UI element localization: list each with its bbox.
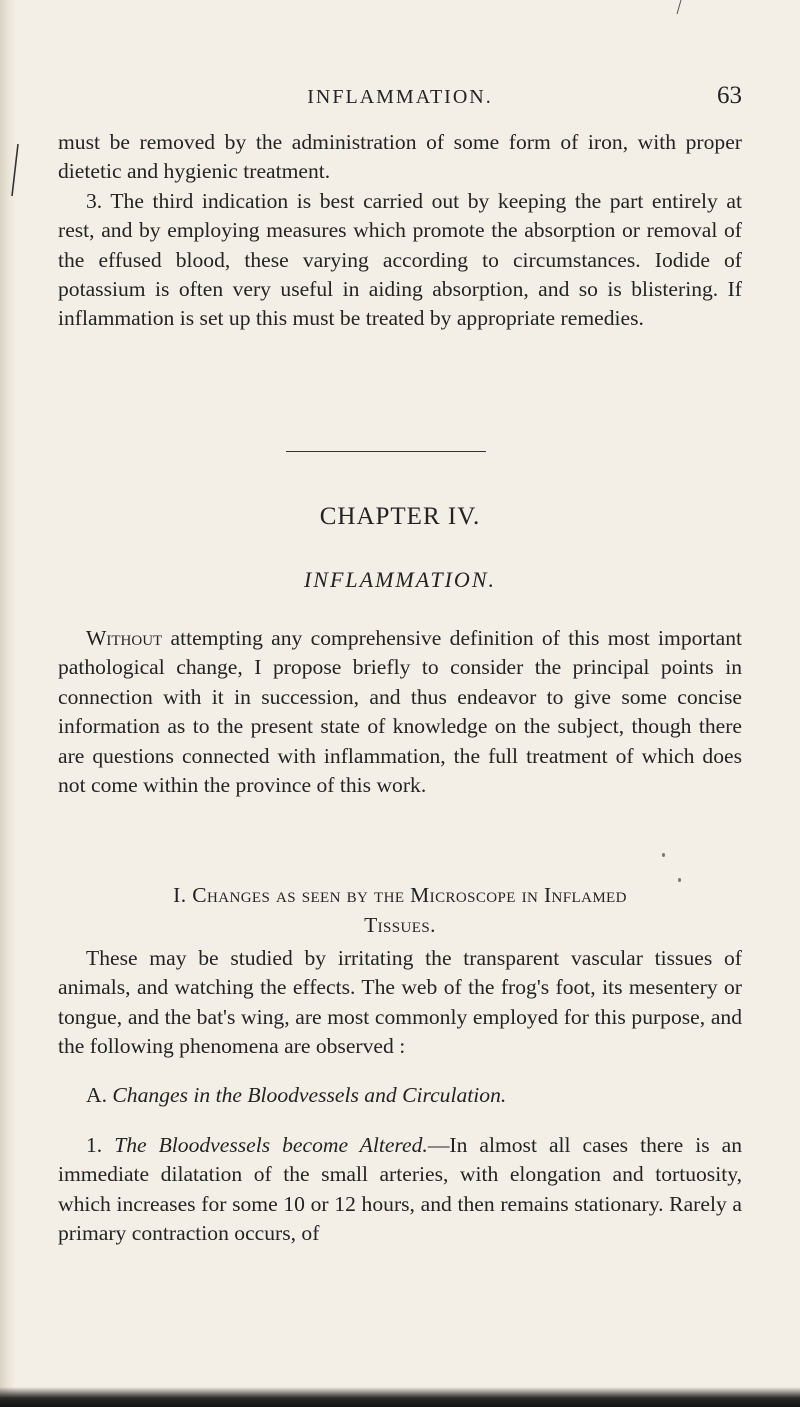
paragraph-intro: [58, 624, 742, 800]
page-binding-edge: [0, 0, 16, 1407]
running-head: [58, 82, 742, 116]
paragraph-third-indication: 3. The third indication is best carried out by keeping the part entirely at rest, and by employing measures which promote the absorption or removal of the effused blood, these varying according to circumstances. Iodide of potassium is often very useful in aiding absorption, and so is blistering. If inflammation is set up this must be treated by appropriate remedies.: [58, 188, 742, 331]
section-heading-line-1: I. Changes as seen by the Microscope in Inflamed: [173, 883, 627, 907]
item-text: —In almost all cases there is an immediate dilatation of the small arteries, with elongation and tortuosity, which increases for some 10 or 12 hours, and then remains stationary. Rarely a primary contraction occurs, of: [58, 1133, 742, 1246]
paragraph-continued: must be removed by the administration of some form of iron, with proper dietetic and hygienic treatment.: [58, 130, 742, 184]
pencil-mark-margin: [4, 140, 24, 200]
intro-lead-word: Without: [86, 626, 163, 650]
paragraph-item-1: [58, 1131, 742, 1249]
item-body: [58, 1131, 742, 1249]
running-title: INFLAMMATION.: [307, 86, 493, 108]
intro-text: attempting any comprehensive definition of this most important pathological change, I propose briefly to consider the principal points in connection with it in succession, and thus endeavor to give some concise information as to the present state of knowledge on the subject, though there are questions connected with inflammation, the full treatment of which does not come within the province of this work.: [58, 626, 742, 798]
item-title: The Bloodvessels become Altered.: [114, 1133, 428, 1157]
paper-speck: [662, 853, 665, 857]
section-heading: [58, 880, 742, 940]
item-number: 1.: [86, 1133, 103, 1157]
paragraph-section-1: These may be studied by irritating the transparent vascular tissues of animals, and watching the effects. The web of the frog's foot, its mesentery or tongue, and the bat's wing, are most commonly employed for this purpose, and the following phenomena are observed :: [58, 946, 742, 1059]
subsection-label: A.: [86, 1083, 107, 1107]
page-number: 63: [717, 82, 742, 109]
pencil-mark-top: [676, 0, 682, 14]
page-bottom-edge: [0, 1387, 800, 1407]
continued-text: [58, 128, 742, 334]
section-heading-line-2: Tissues.: [364, 913, 436, 937]
section-body: [58, 944, 742, 1062]
chapter-divider-rule: [286, 451, 486, 452]
chapter-title: CHAPTER IV.: [319, 503, 481, 530]
chapter-subtitle: INFLAMMATION.: [303, 567, 496, 592]
subsection-title: Changes in the Bloodvessels and Circulation.: [112, 1083, 507, 1107]
chapter-intro: [58, 624, 742, 800]
subsection-heading: [86, 1083, 736, 1108]
